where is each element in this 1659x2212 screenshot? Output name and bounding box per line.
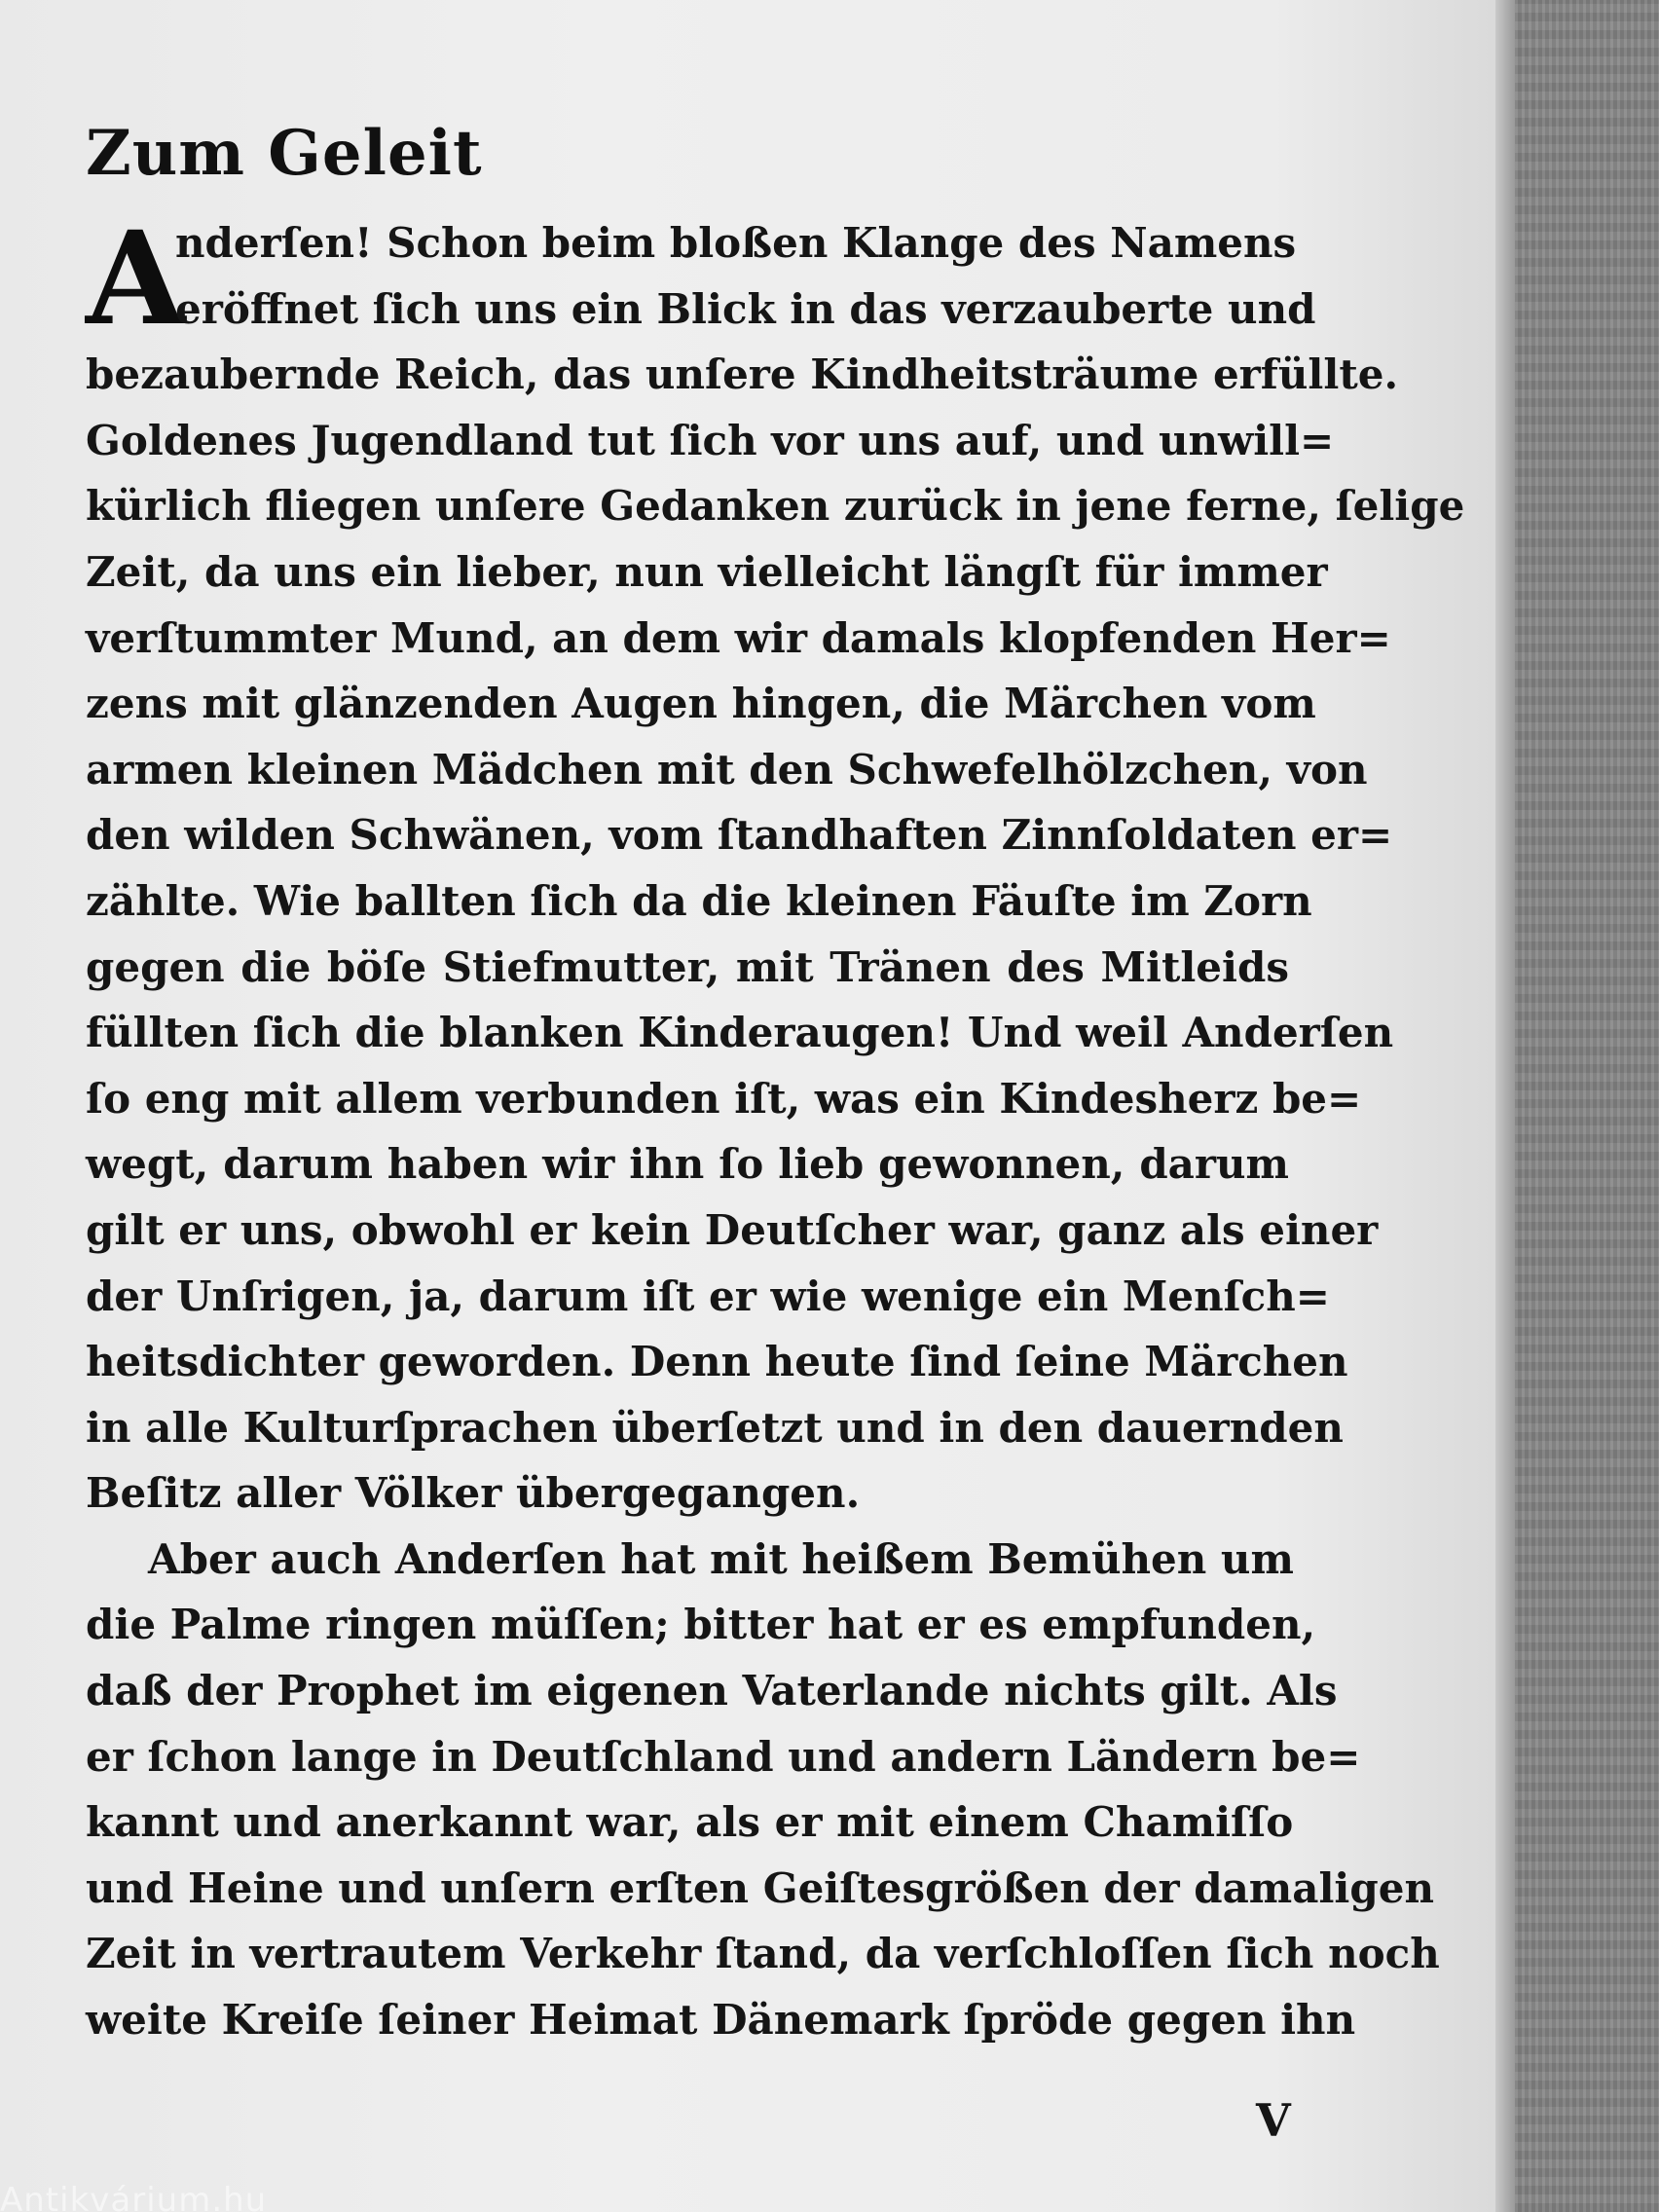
text-line: die Palme ringen müſſen; bitter hat er es empfunden, <box>86 1601 1316 1649</box>
text-line: verſtummter Mund, an dem wir damals klopfenden Her= <box>86 613 1391 662</box>
text-line: Aber auch Anderſen hat mit heißem Bemühen um <box>148 1534 1294 1583</box>
text-line: gegen die böſe Stiefmutter, mit Tränen des Mitleids <box>86 942 1289 991</box>
text-line: nderſen! Schon beim bloßen Klange des Namens <box>175 219 1297 267</box>
text-line: den wilden Schwänen, vom ſtandhaften Zinnſoldaten er= <box>86 811 1393 860</box>
text-line: heitsdichter geworden. Denn heute ſind ſeine Märchen <box>86 1338 1348 1386</box>
text-line: kürlich fliegen unſere Gedanken zurück in jene ferne, ſelige <box>86 482 1465 531</box>
text-line: Goldenes Jugendland tut ſich vor uns auf, und unwill= <box>86 416 1335 464</box>
text-line: wegt, darum haben wir ihn ſo lieb gewonnen, darum <box>86 1140 1289 1189</box>
text-line: füllten ſich die blanken Kinderaugen! Und weil Anderſen <box>86 1009 1394 1057</box>
text-line: Beſitz aller Völker übergegangen. <box>86 1469 861 1518</box>
text-line: weite Kreiſe ſeiner Heimat Dänemark ſpröde gegen ihn <box>86 1996 1356 2045</box>
chapter-heading: Zum Geleit <box>86 117 483 190</box>
text-line: in alle Kulturſprachen überſetzt und in den dauernden <box>86 1403 1344 1452</box>
page-edge <box>1495 0 1515 2212</box>
text-line: Zeit, da uns ein lieber, nun vielleicht längſt für immer <box>86 547 1328 596</box>
page-number: V <box>1256 2094 1291 2147</box>
background-surface <box>1515 0 1659 2212</box>
drop-cap-initial: A <box>86 203 186 354</box>
text-line: zählte. Wie ballten ſich da die kleinen Fäuſte im Zorn <box>86 876 1312 925</box>
text-line: kannt und anerkannt war, als er mit einem Chamiſſo <box>86 1798 1294 1847</box>
text-line: er ſchon lange in Deutſchland und andern Ländern be= <box>86 1732 1361 1781</box>
text-line: bezaubernde Reich, das unſere Kindheitsträume erfüllte. <box>86 350 1399 399</box>
text-line: gilt er uns, obwohl er kein Deutſcher war, ganz als einer <box>86 1205 1379 1254</box>
text-line: der Unſrigen, ja, darum iſt er wie wenige ein Menſch= <box>86 1272 1330 1320</box>
text-line: Zeit in vertrautem Verkehr ſtand, da verſchloſſen ſich noch <box>86 1930 1440 1978</box>
text-line: daß der Prophet im eigenen Vaterlande nichts gilt. Als <box>86 1667 1338 1715</box>
text-line: ſo eng mit allem verbunden iſt, was ein Kindesherz be= <box>86 1074 1362 1123</box>
text-line: und Heine und unſern erſten Geiſtesgrößen der damaligen <box>86 1863 1434 1912</box>
body-text <box>86 203 1465 2053</box>
text-line: eröffnet ſich uns ein Blick in das verzauberte und <box>175 284 1316 333</box>
text-line: armen kleinen Mädchen mit den Schwefelhölzchen, von <box>86 745 1368 793</box>
text-line: zens mit glänzenden Augen hingen, die Märchen vom <box>86 680 1316 728</box>
watermark: Antikvárium.hu <box>0 2181 268 2212</box>
